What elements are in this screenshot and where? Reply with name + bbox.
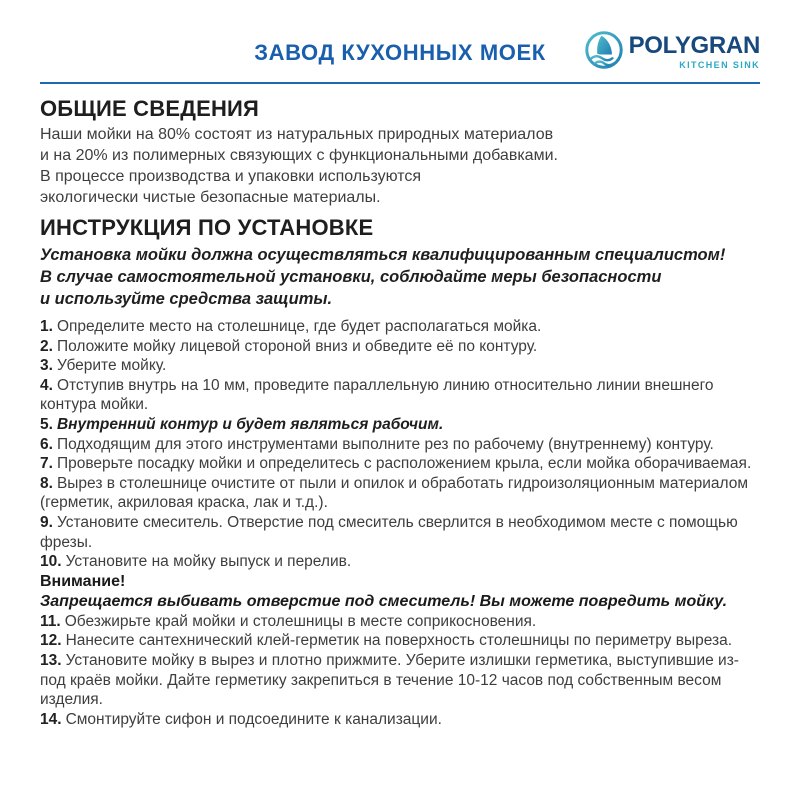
- step-text: Смонтируйте сифон и подсоедините к канализации.: [65, 710, 442, 728]
- step-text: Отступив внутрь на 10 мм, проведите параллельную линию относительно линии внешнего контура мойки.: [40, 376, 714, 414]
- safety-line: и используйте средства защиты.: [40, 290, 333, 308]
- step-number: 14.: [40, 710, 62, 728]
- logo-tagline: KITCHEN SINK: [679, 60, 760, 70]
- installation-steps-list: [40, 317, 760, 729]
- polygran-logo: [584, 30, 760, 70]
- sail-wave-icon: [584, 30, 624, 70]
- step-text: Проверьте посадку мойки и определитесь с расположением крыла, если мойка оборачиваемая.: [56, 455, 752, 473]
- step-item-3: [40, 356, 760, 376]
- step-number: 10.: [40, 553, 62, 571]
- step-text: Уберите мойку.: [56, 357, 167, 375]
- step-number: 4.: [40, 376, 53, 394]
- step-number: 8.: [40, 474, 53, 492]
- step-text: Внутренний контур и будет являться рабочим.: [56, 415, 444, 433]
- attention-text: Запрещается выбивать отверстие под смеситель! Вы можете повредить мойку.: [40, 592, 728, 610]
- step-text: Обезжирьте край мойки и столешницы в месте соприкосновения.: [64, 612, 537, 630]
- step-item-11: [40, 612, 760, 632]
- step-number: 3.: [40, 357, 53, 375]
- general-info-paragraph: [40, 124, 760, 208]
- step-item-7: [40, 454, 760, 474]
- step-item-12: [40, 631, 760, 651]
- step-item-14: [40, 710, 760, 730]
- safety-warning: [40, 244, 760, 310]
- logo-brand-name: POLYGRAN: [628, 32, 760, 59]
- step-item-13: [40, 651, 760, 710]
- step-text: Подходящим для этого инструментами выполните рез по рабочему (внутреннему) контуру.: [56, 435, 714, 453]
- general-info-section: [40, 97, 760, 208]
- step-number: 6.: [40, 435, 53, 453]
- paragraph-line: и на 20% из полимерных связующих с функциональными добавками.: [40, 147, 558, 164]
- step-number: 5.: [40, 415, 53, 433]
- step-number: 2.: [40, 337, 53, 355]
- step-text: Установите смеситель. Отверстие под смеситель сверлится в необходимом месте с помощью фрезы.: [40, 513, 738, 551]
- logo-wordmark: [629, 30, 760, 70]
- installation-section: [40, 216, 760, 729]
- step-text: Положите мойку лицевой стороной вниз и обведите её по контуру.: [56, 337, 538, 355]
- paragraph-line: В процессе производства и упаковки используются: [40, 168, 422, 185]
- step-item-1: [40, 317, 760, 337]
- installation-heading: ИНСТРУКЦИЯ ПО УСТАНОВКЕ: [40, 215, 374, 240]
- step-text: Нанесите сантехнический клей-герметик на поверхность столешницы по периметру выреза.: [65, 632, 733, 650]
- step-text: Установите мойку в вырез и плотно прижмите. Уберите излишки герметика, выступившие из-под краёв мойки. Дайте герметику закрепиться в течение 10-12 часов под собственным весом изделия.: [40, 651, 739, 709]
- step-number: 1.: [40, 318, 53, 335]
- paragraph-line: экологически чистые безопасные материалы.: [40, 189, 381, 206]
- step-number: 12.: [40, 632, 62, 650]
- paragraph-line: Наши мойки на 80% состоят из натуральных природных материалов: [40, 126, 554, 143]
- safety-line: Установка мойки должна осуществляться квалифицированным специалистом!: [40, 246, 726, 264]
- step-item-5: [40, 415, 760, 435]
- factory-title: ЗАВОД КУХОННЫХ МОЕК: [254, 40, 546, 65]
- page-header: [40, 0, 760, 84]
- general-info-heading: ОБЩИЕ СВЕДЕНИЯ: [40, 96, 260, 121]
- step-number: 13.: [40, 651, 62, 669]
- step-item-2: [40, 337, 760, 357]
- step-item-9: [40, 513, 760, 552]
- step-item-6: [40, 435, 760, 455]
- attention-label: Внимание!: [40, 572, 126, 590]
- step-item-10: [40, 552, 760, 572]
- step-number: 11.: [40, 612, 61, 630]
- safety-line: В случае самостоятельной установки, соблюдайте меры безопасности: [40, 268, 662, 286]
- step-item-4: [40, 376, 760, 415]
- step-text: Вырез в столешнице очистите от пыли и опилок и обработать гидроизоляционным материалом (герметик, акриловая краска, лак и т.д.).: [40, 474, 749, 512]
- step-text: Установите на мойку выпуск и перелив.: [65, 553, 352, 571]
- step-number: 7.: [40, 455, 53, 473]
- step-number: 9.: [40, 513, 53, 531]
- step-text: Определите место на столешнице, где будет располагаться мойка.: [56, 318, 542, 335]
- step-item-8: [40, 474, 760, 513]
